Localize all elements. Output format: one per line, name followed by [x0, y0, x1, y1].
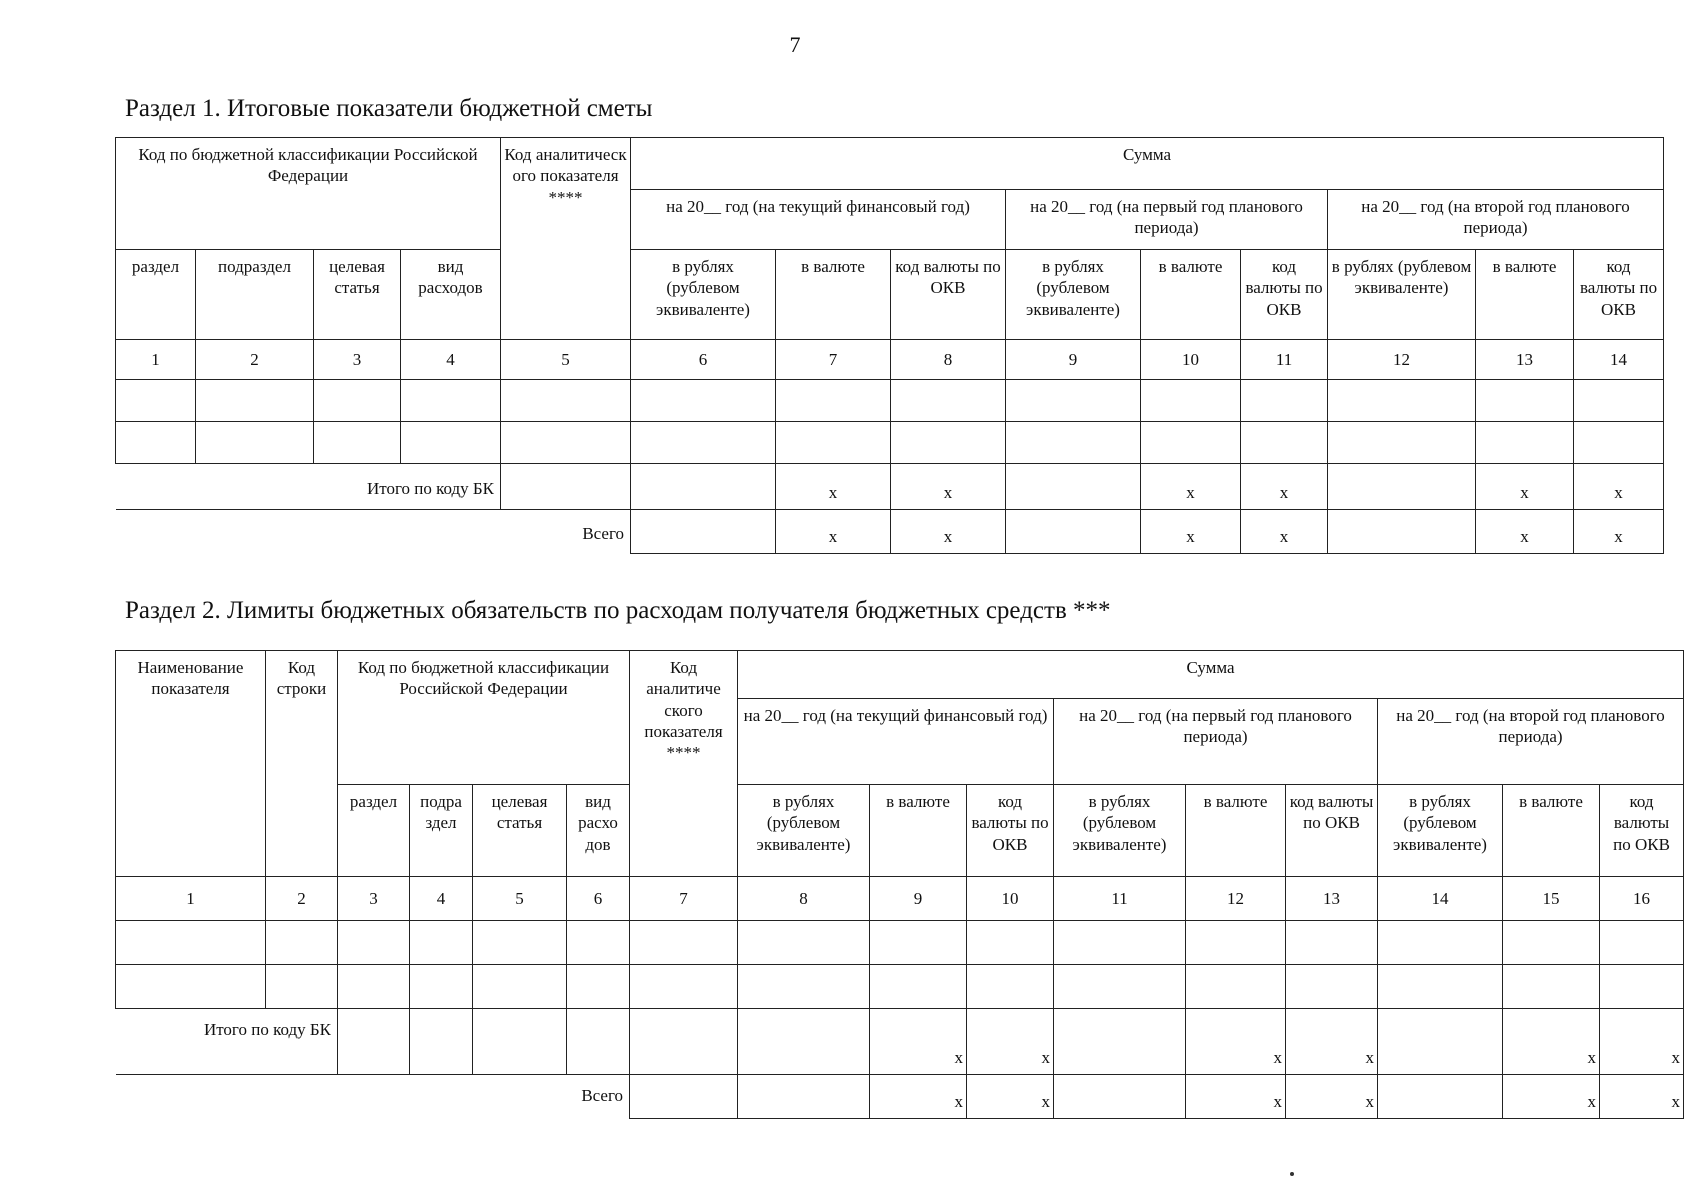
header-celevaya-statya: целевая статья	[473, 785, 567, 877]
total-label: Всего	[116, 510, 631, 554]
table-cell[interactable]	[196, 380, 314, 422]
header-year-second: на 20__ год (на второй год планового периода)	[1378, 699, 1684, 785]
table-cell[interactable]	[738, 921, 870, 965]
header-rub-current: в рублях (рублевом эквиваленте)	[631, 250, 776, 340]
table-cell[interactable]	[338, 921, 410, 965]
cell-mark: х	[870, 1009, 967, 1075]
header-val-first: в валюте	[1186, 785, 1286, 877]
header-rub-first: в рублях (рублевом эквиваленте)	[1006, 250, 1141, 340]
header-okv-current: код валюты по ОКВ	[967, 785, 1054, 877]
section1-table	[115, 137, 1664, 554]
table-cell[interactable]	[1328, 422, 1476, 464]
table-row	[116, 965, 1684, 1009]
table-cell[interactable]	[410, 965, 473, 1009]
table-cell[interactable]	[1328, 464, 1476, 510]
table-cell[interactable]	[567, 965, 630, 1009]
table-cell[interactable]	[410, 1009, 473, 1075]
col-number: 3	[314, 340, 401, 380]
header-rub-second: в рублях (рублевом эквиваленте)	[1328, 250, 1476, 340]
header-val-first: в валюте	[1141, 250, 1241, 340]
col-number: 16	[1600, 877, 1684, 921]
total-bk-label: Итого по коду БК	[116, 1009, 338, 1075]
col-number: 4	[401, 340, 501, 380]
table-cell[interactable]	[1186, 921, 1286, 965]
col-number: 6	[567, 877, 630, 921]
table-cell[interactable]	[501, 380, 631, 422]
col-number: 1	[116, 877, 266, 921]
table-cell[interactable]	[630, 921, 738, 965]
col-number: 12	[1328, 340, 1476, 380]
col-number: 11	[1241, 340, 1328, 380]
page-number: 7	[789, 32, 801, 57]
table-cell[interactable]	[314, 380, 401, 422]
table-cell[interactable]	[870, 921, 967, 965]
table-cell[interactable]	[1241, 422, 1328, 464]
table-cell[interactable]	[1006, 380, 1141, 422]
cell-mark: х	[1574, 510, 1664, 554]
header-okv-first: код валюты по ОКВ	[1286, 785, 1378, 877]
table-cell[interactable]	[738, 965, 870, 1009]
table-cell[interactable]	[1503, 921, 1600, 965]
table-cell[interactable]	[116, 380, 196, 422]
table-cell[interactable]	[776, 422, 891, 464]
scan-speck	[1290, 1172, 1294, 1176]
col-number: 13	[1286, 877, 1378, 921]
table-cell[interactable]	[1141, 422, 1241, 464]
cell-mark: х	[776, 510, 891, 554]
header-analytic-code: Код аналитическ ого показателя ****	[501, 138, 631, 340]
header-celevaya-statya: целевая статья	[314, 250, 401, 340]
header-razdel: раздел	[116, 250, 196, 340]
section2-table	[115, 650, 1684, 1119]
table-cell[interactable]	[1054, 965, 1186, 1009]
col-number: 5	[501, 340, 631, 380]
col-number: 2	[266, 877, 338, 921]
table-cell[interactable]	[266, 921, 338, 965]
table-row	[116, 921, 1684, 965]
header-vid-rashodov: вид расхо дов	[567, 785, 630, 877]
header-rub-first: в рублях (рублевом эквиваленте)	[1054, 785, 1186, 877]
col-number: 14	[1378, 877, 1503, 921]
cell-mark: х	[1503, 1075, 1600, 1119]
col-number: 13	[1476, 340, 1574, 380]
header-bk-code: Код по бюджетной классификации Российской Федерации	[116, 138, 501, 250]
col-number: 8	[891, 340, 1006, 380]
table-cell[interactable]	[567, 1009, 630, 1075]
table-cell[interactable]	[338, 1009, 410, 1075]
header-podrazdel: подраздел	[196, 250, 314, 340]
table-cell[interactable]	[630, 1009, 738, 1075]
table-cell[interactable]	[314, 422, 401, 464]
section1-title: Раздел 1. Итоговые показатели бюджетной сметы	[125, 95, 653, 122]
col-number: 8	[738, 877, 870, 921]
cell-mark: х	[1186, 1009, 1286, 1075]
table-cell[interactable]	[1186, 965, 1286, 1009]
col-number: 6	[631, 340, 776, 380]
col-number: 10	[1141, 340, 1241, 380]
table-cell[interactable]	[1503, 965, 1600, 1009]
total-label: Всего	[116, 1075, 630, 1119]
table-cell[interactable]	[891, 422, 1006, 464]
table-cell[interactable]	[116, 422, 196, 464]
cell-mark: х	[891, 510, 1006, 554]
col-number: 7	[630, 877, 738, 921]
table-cell[interactable]	[1006, 422, 1141, 464]
cell-mark: х	[1476, 510, 1574, 554]
col-number: 2	[196, 340, 314, 380]
table-cell[interactable]	[967, 921, 1054, 965]
header-podrazdel: подра здел	[410, 785, 473, 877]
header-rub-current: в рублях (рублевом эквиваленте)	[738, 785, 870, 877]
cell-mark: х	[1141, 464, 1241, 510]
col-number: 7	[776, 340, 891, 380]
cell-mark: х	[1241, 510, 1328, 554]
header-okv-second: код валюты по ОКВ	[1600, 785, 1684, 877]
cell-mark: х	[891, 464, 1006, 510]
table-cell[interactable]	[567, 921, 630, 965]
cell-mark: х	[1600, 1075, 1684, 1119]
cell-mark: х	[1286, 1075, 1378, 1119]
header-val-current: в валюте	[870, 785, 967, 877]
cell-mark: х	[1600, 1009, 1684, 1075]
cell-mark: х	[1503, 1009, 1600, 1075]
table-cell[interactable]	[1286, 965, 1378, 1009]
table-cell[interactable]	[1286, 921, 1378, 965]
header-val-second: в валюте	[1503, 785, 1600, 877]
table-cell[interactable]	[473, 965, 567, 1009]
table-cell[interactable]	[738, 1009, 870, 1075]
header-year-second: на 20__ год (на второй год планового периода)	[1328, 190, 1664, 250]
col-number: 11	[1054, 877, 1186, 921]
cell-mark: х	[870, 1075, 967, 1119]
header-sum: Сумма	[738, 651, 1684, 699]
col-number: 5	[473, 877, 567, 921]
table-cell[interactable]	[266, 965, 338, 1009]
total-row	[116, 1075, 1684, 1119]
cell-mark: х	[1141, 510, 1241, 554]
header-year-first: на 20__ год (на первый год планового периода)	[1006, 190, 1328, 250]
table-cell[interactable]	[1006, 464, 1141, 510]
table-cell[interactable]	[1006, 510, 1141, 554]
table-cell[interactable]	[630, 1075, 738, 1119]
table-cell[interactable]	[1054, 1075, 1186, 1119]
table-cell[interactable]	[967, 965, 1054, 1009]
table-cell[interactable]	[116, 965, 266, 1009]
table-cell[interactable]	[1476, 422, 1574, 464]
col-number: 3	[338, 877, 410, 921]
cell-mark: х	[1241, 464, 1328, 510]
table-cell[interactable]	[401, 380, 501, 422]
header-analytic-code: Код аналитиче ского показателя ****	[630, 651, 738, 877]
header-okv-second: код валюты по ОКВ	[1574, 250, 1664, 340]
table-cell[interactable]	[1600, 965, 1684, 1009]
header-val-current: в валюте	[776, 250, 891, 340]
col-number: 12	[1186, 877, 1286, 921]
header-sum: Сумма	[631, 138, 1664, 190]
header-razdel: раздел	[338, 785, 410, 877]
table-cell[interactable]	[1600, 921, 1684, 965]
cell-mark: х	[1476, 464, 1574, 510]
col-number: 14	[1574, 340, 1664, 380]
cell-mark: х	[967, 1075, 1054, 1119]
header-year-current: на 20__ год (на текущий финансовый год)	[738, 699, 1054, 785]
table-cell[interactable]	[338, 965, 410, 1009]
table-cell[interactable]	[501, 422, 631, 464]
section2-title: Раздел 2. Лимиты бюджетных обязательств по расходам получателя бюджетных средств ***	[125, 597, 1111, 624]
header-year-first: на 20__ год (на первый год планового периода)	[1054, 699, 1378, 785]
cell-mark: х	[776, 464, 891, 510]
table-cell[interactable]	[1328, 510, 1476, 554]
table-cell[interactable]	[1574, 380, 1664, 422]
table-cell[interactable]	[410, 921, 473, 965]
cell-mark: х	[1574, 464, 1664, 510]
col-number: 9	[1006, 340, 1141, 380]
table-cell[interactable]	[1378, 1075, 1503, 1119]
table-cell[interactable]	[1141, 380, 1241, 422]
total-row	[116, 510, 1664, 554]
table-cell[interactable]	[1378, 1009, 1503, 1075]
table-cell[interactable]	[891, 380, 1006, 422]
table-cell[interactable]	[1328, 380, 1476, 422]
total-bk-row	[116, 464, 1664, 510]
header-rub-second: в рублях (рублевом эквиваленте)	[1378, 785, 1503, 877]
table-cell[interactable]	[473, 1009, 567, 1075]
table-row	[116, 380, 1664, 422]
table-cell[interactable]	[631, 422, 776, 464]
header-bk-code: Код по бюджетной классификации Российской Федерации	[338, 651, 630, 785]
table-cell[interactable]	[1054, 921, 1186, 965]
table-cell[interactable]	[738, 1075, 870, 1119]
table-cell[interactable]	[116, 921, 266, 965]
table-cell[interactable]	[473, 921, 567, 965]
cell-mark: х	[967, 1009, 1054, 1075]
header-okv-first: код валюты по ОКВ	[1241, 250, 1328, 340]
table-cell[interactable]	[776, 380, 891, 422]
col-number: 15	[1503, 877, 1600, 921]
table-cell[interactable]	[1574, 422, 1664, 464]
table-cell[interactable]	[1378, 921, 1503, 965]
table-cell[interactable]	[1378, 965, 1503, 1009]
table-cell[interactable]	[630, 965, 738, 1009]
header-line-code: Код строки	[266, 651, 338, 877]
total-bk-row	[116, 1009, 1684, 1075]
table-cell[interactable]	[631, 510, 776, 554]
col-number: 9	[870, 877, 967, 921]
header-vid-rashodov: вид расходов	[401, 250, 501, 340]
cell-mark: х	[1186, 1075, 1286, 1119]
col-number: 10	[967, 877, 1054, 921]
total-bk-label: Итого по коду БК	[116, 464, 501, 510]
table-cell[interactable]	[631, 380, 776, 422]
header-val-second: в валюте	[1476, 250, 1574, 340]
cell-mark: х	[1286, 1009, 1378, 1075]
header-name: Наименование показателя	[116, 651, 266, 877]
table-cell[interactable]	[1054, 1009, 1186, 1075]
header-year-current: на 20__ год (на текущий финансовый год)	[631, 190, 1006, 250]
table-cell[interactable]	[401, 422, 501, 464]
table-cell[interactable]	[196, 422, 314, 464]
table-cell[interactable]	[631, 464, 776, 510]
table-row	[116, 422, 1664, 464]
table-cell[interactable]	[870, 965, 967, 1009]
table-cell[interactable]	[501, 464, 631, 510]
col-number: 4	[410, 877, 473, 921]
table-cell[interactable]	[1476, 380, 1574, 422]
col-number: 1	[116, 340, 196, 380]
table-cell[interactable]	[1241, 380, 1328, 422]
header-okv-current: код валюты по ОКВ	[891, 250, 1006, 340]
